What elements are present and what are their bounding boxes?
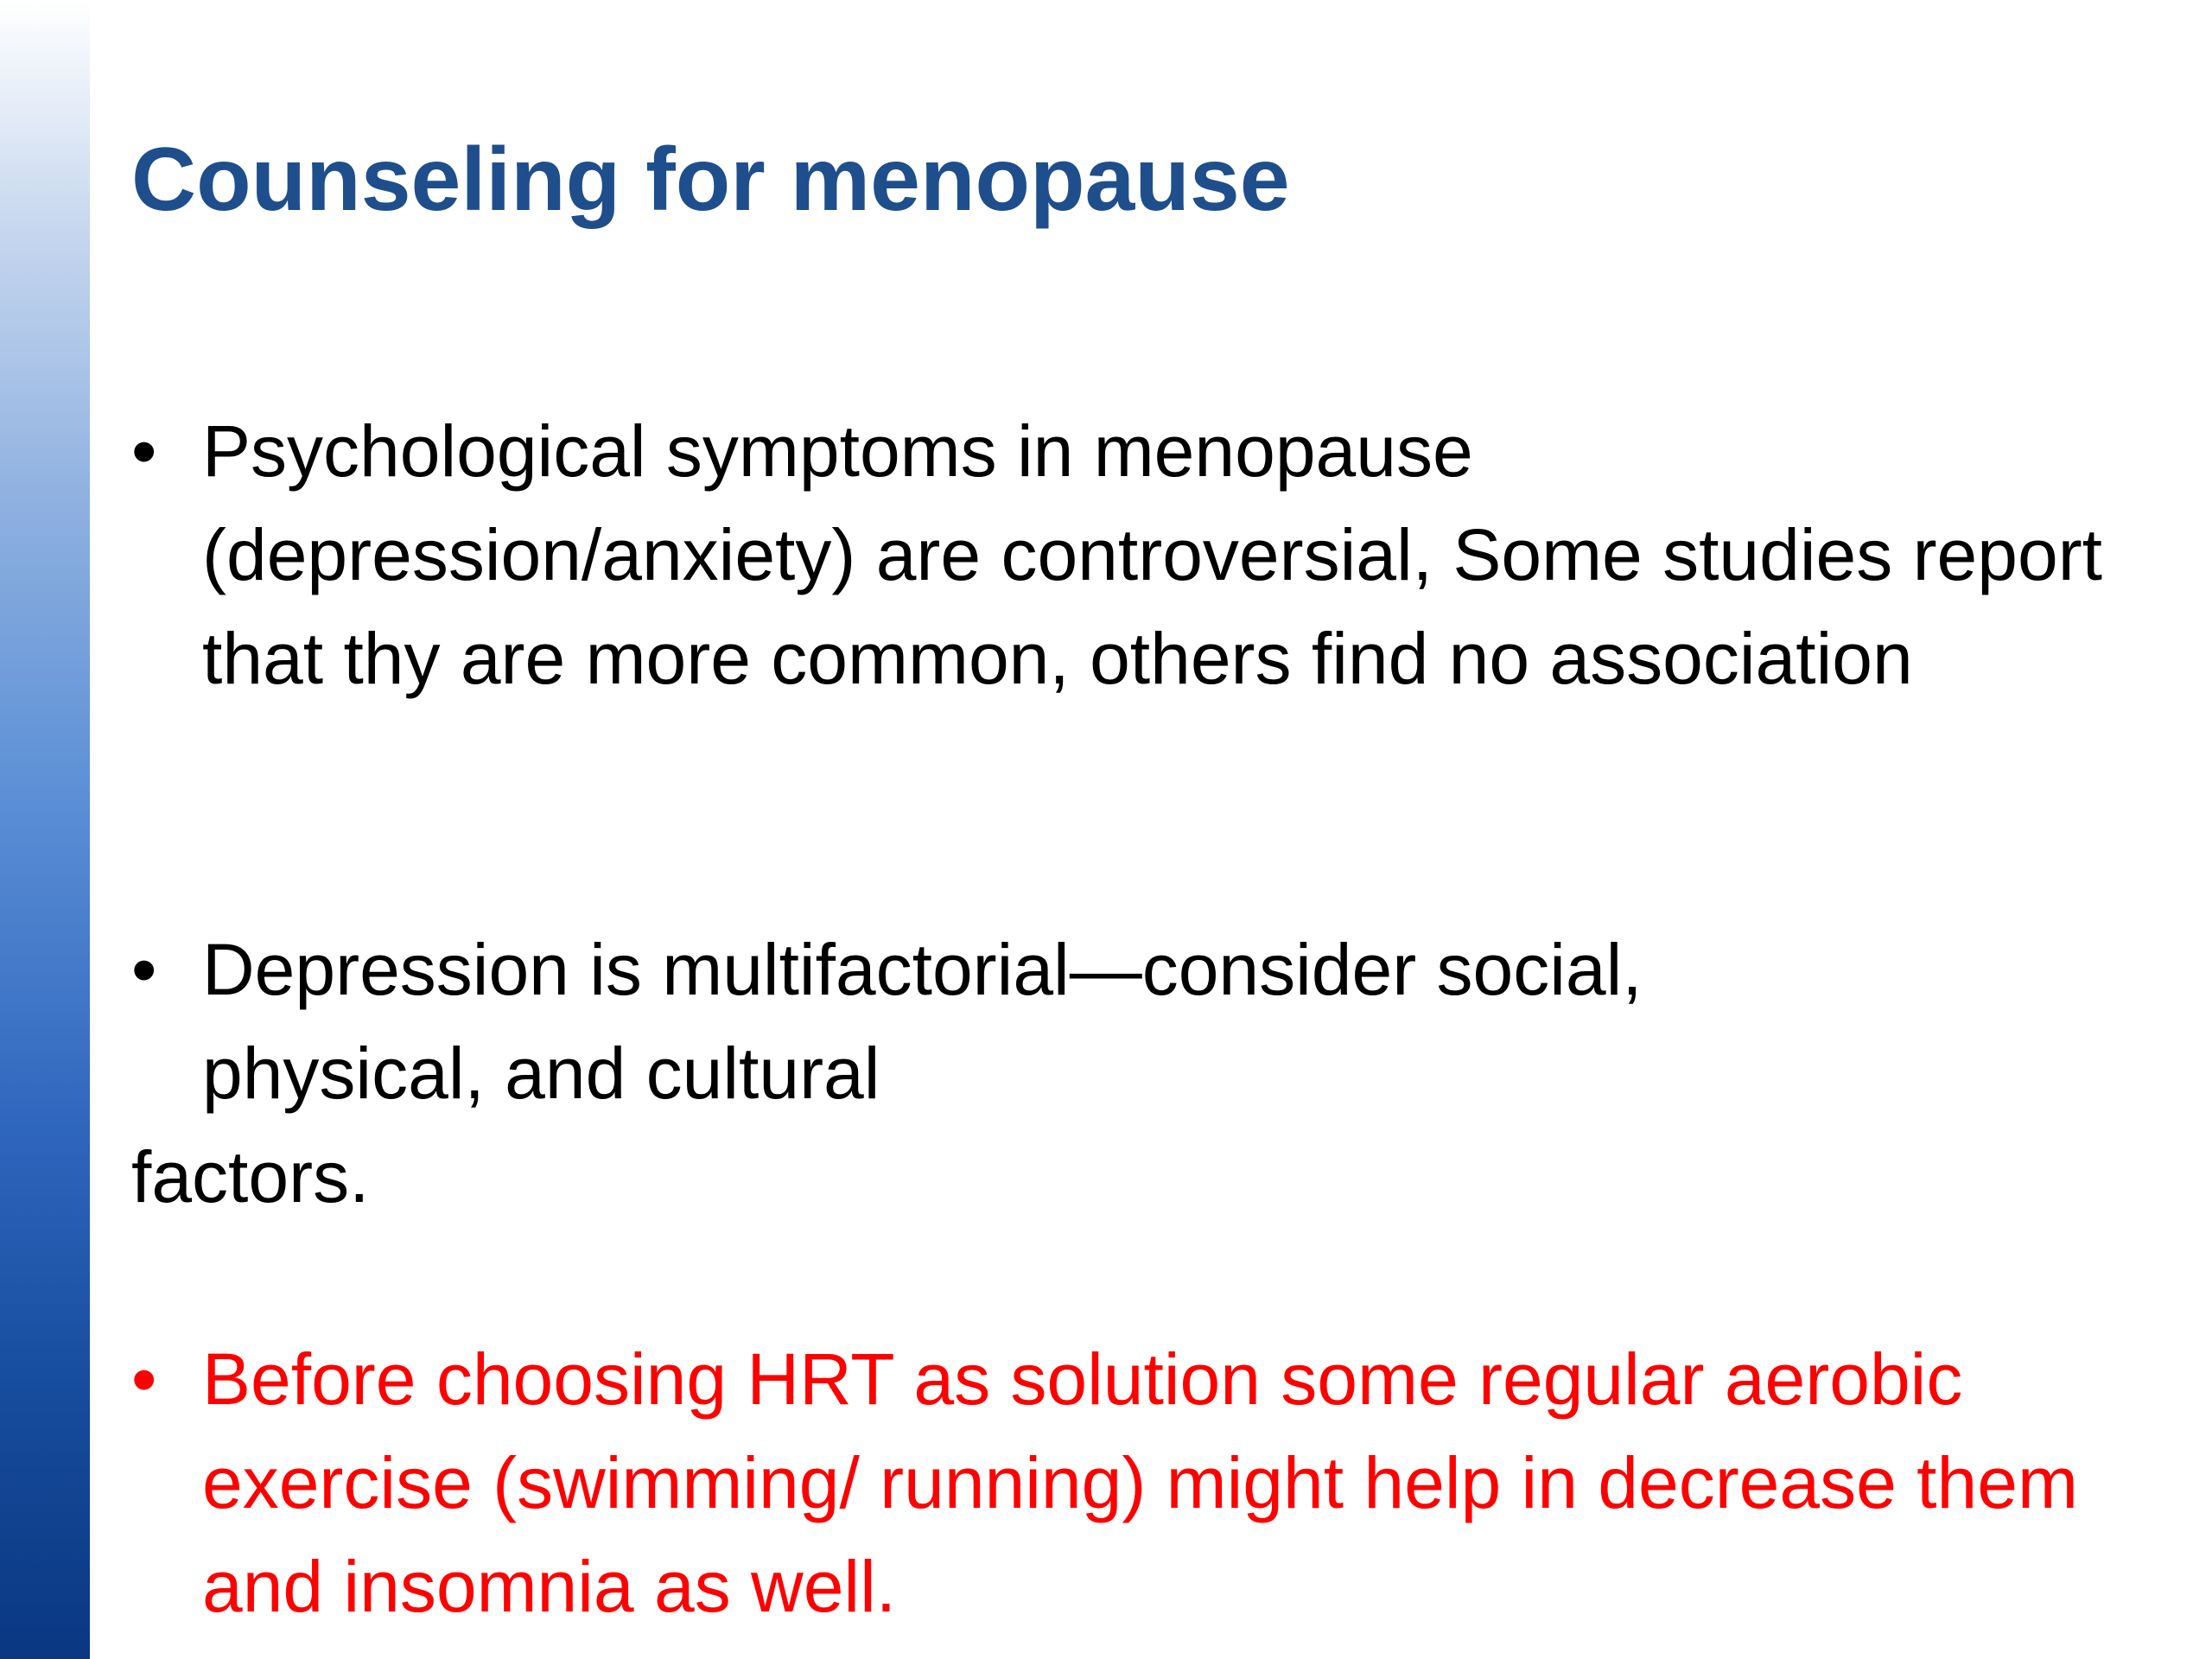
- bullet-continuation: factors.: [131, 1136, 370, 1217]
- bullet-text: Depression is multifactorial—consider social, physical, and cultural: [202, 929, 1643, 1114]
- bullet-text: Psychological symptoms in menopause (depression/anxiety) are controversial, Some studies report that thy are more common, others find no association: [202, 410, 2103, 699]
- accent-bar: [0, 0, 90, 1659]
- bullet-item-2: [131, 918, 2145, 1229]
- bullet-item-3: [131, 1327, 2145, 1638]
- slide-title: Counseling for menopause: [131, 130, 1290, 230]
- bullet-item-1: [131, 399, 2145, 710]
- bullet-marker: •: [131, 410, 157, 492]
- bullet-text: Before choosing HRT as solution some regular aerobic exercise (swimming/ running) might help in decrease them and insomnia as well.: [202, 1338, 2078, 1627]
- bullet-marker: •: [131, 1338, 157, 1420]
- bullet-marker: •: [131, 929, 157, 1010]
